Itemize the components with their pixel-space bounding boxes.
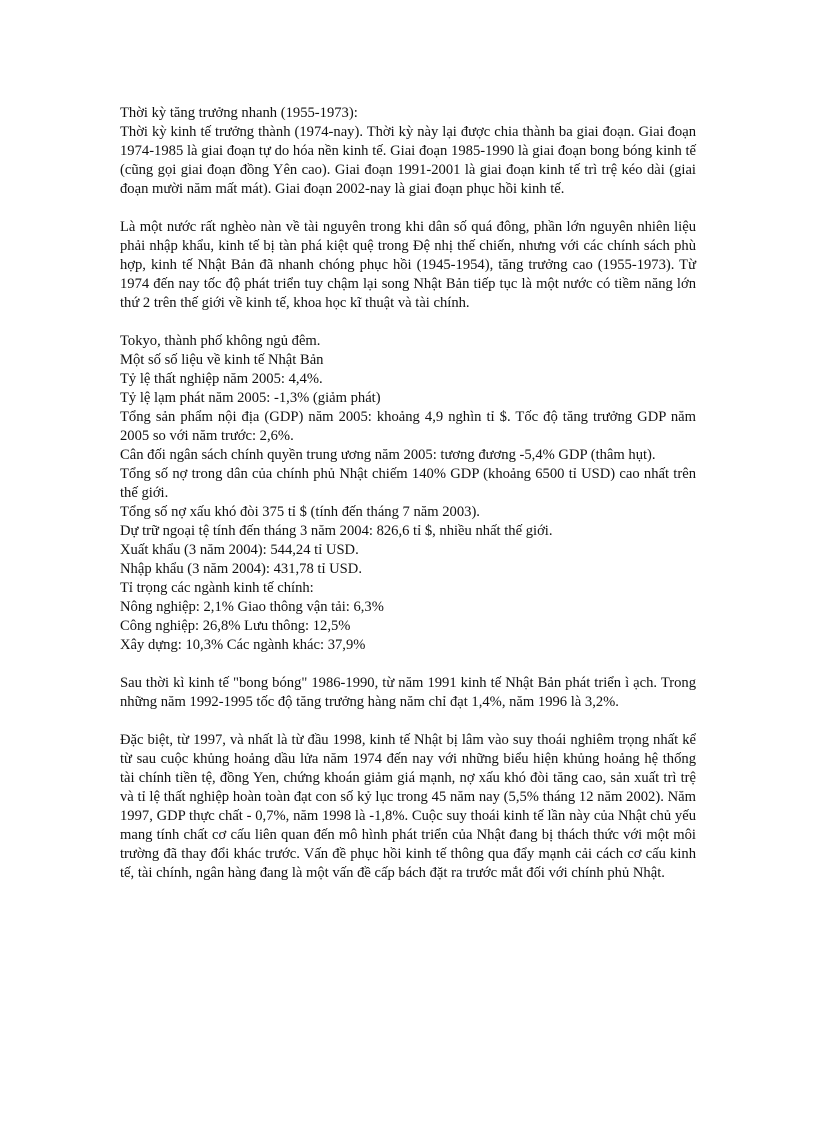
document-page: [120, 104, 696, 902]
intro-section: [120, 104, 696, 199]
recession-paragraph: Đặc biệt, từ 1997, và nhất là từ đầu 1998, kinh tế Nhật bị lâm vào suy thoái nghiêm trọng nhất kể từ sau cuộc khủng hoảng dầu lửa năm 1974 đến nay với những biểu hiện khủng hoảng hệ thống tài chính tiền tệ, đồng Yen, chứng khoán giảm giá mạnh, nợ xấu khó đòi tăng cao, sản xuất trì trệ và tỉ lệ thất nghiệp hoàn toàn đạt con số kỷ lục trong 45 năm nay (5,5% tháng 12 năm 2002). Năm 1997, GDP thực chất - 0,7%, năm 1998 là -1,8%. Cuộc suy thoái kinh tế lần này của Nhật chủ yếu mang tính chất cơ cấu liên quan đến mô hình phát triển của Nhật đang bị thách thức với một môi trường đã thay đổi khác trước. Vấn đề phục hồi kinh tế thông qua đẩy mạnh cải cách cơ cấu kinh tế, tài chính, ngân hàng đang là một vấn đề cấp bách đặt ra trước mắt đối với chính phủ Nhật.: [120, 732, 696, 881]
bubble-paragraph: Sau thời kì kinh tế "bong bóng" 1986-1990, từ năm 1991 kinh tế Nhật Bản phát triển ì ạch. Trong những năm 1992-1995 tốc độ tăng trưởng hàng năm chỉ đạt 1,4%, năm 1996 là 3,2%.: [120, 675, 696, 710]
economic-stats-section: [120, 332, 696, 655]
sectors-line: Công nghiệp: 26,8% Lưu thông: 12,5%: [120, 618, 351, 634]
stat-public-debt: Tổng số nợ trong dân của chính phủ Nhật chiếm 140% GDP (khoảng 6500 tỉ USD) cao nhất trên thế giới.: [120, 466, 696, 501]
stat-gdp: Tổng sản phẩm nội địa (GDP) năm 2005: khoảng 4,9 nghìn tỉ $. Tốc độ tăng trưởng GDP năm 2005 so với năm trước: 2,6%.: [120, 409, 696, 444]
stat-reserves: Dự trữ ngoại tệ tính đến tháng 3 năm 2004: 826,6 tỉ $, nhiều nhất thế giới.: [120, 523, 553, 539]
intro-paragraph: Thời kỳ kinh tế trưởng thành (1974-nay). Thời kỳ này lại được chia thành ba giai đoạn. Giai đoạn 1974-1985 là giai đoạn tự do hóa nền kinh tế. Giai đoạn 1985-1990 là giai đoạn bong bóng kinh tế (cũng gọi giai đoạn đồng Yên cao). Giai đoạn 1991-2001 là giai đoạn kinh tế trì trệ kéo dài (giai đoạn mười năm mất mát). Giai đoạn 2002-nay là giai đoạn phục hồi kinh tế.: [120, 124, 696, 197]
sectors-line: Xây dựng: 10,3% Các ngành khác: 37,9%: [120, 637, 366, 653]
sectors-line: Nông nghiệp: 2,1% Giao thông vận tải: 6,3%: [120, 599, 384, 615]
stat-exports: Xuất khẩu (3 năm 2004): 544,24 tỉ USD.: [120, 542, 359, 558]
stats-title: Một số số liệu về kinh tế Nhật Bản: [120, 352, 324, 368]
overview-paragraph: Là một nước rất nghèo nàn về tài nguyên trong khi dân số quá đông, phần lớn nguyên nhiên liệu phải nhập khẩu, kinh tế bị tàn phá kiệt quệ trong Đệ nhị thế chiến, nhưng với các chính sách phù hợp, kinh tế Nhật Bản đã nhanh chóng phục hồi (1945-1954), tăng trưởng cao (1955-1973). Từ 1974 đến nay tốc độ phát triển tuy chậm lại song Nhật Bản tiếp tục là một nước có tiềm năng lớn thứ 2 trên thế giới về kinh tế, khoa học kĩ thuật và tài chính.: [120, 219, 696, 311]
stat-imports: Nhập khẩu (3 năm 2004): 431,78 tỉ USD.: [120, 561, 362, 577]
stats-caption: Tokyo, thành phố không ngủ đêm.: [120, 333, 321, 349]
sectors-title: Tỉ trọng các ngành kinh tế chính:: [120, 580, 314, 596]
intro-heading: Thời kỳ tăng trưởng nhanh (1955-1973):: [120, 105, 358, 121]
stat-unemployment: Tỷ lệ thất nghiệp năm 2005: 4,4%.: [120, 371, 323, 387]
stat-inflation: Tỷ lệ lạm phát năm 2005: -1,3% (giảm phát): [120, 390, 381, 406]
stat-bad-debt: Tổng số nợ xấu khó đòi 375 tỉ $ (tính đến tháng 7 năm 2003).: [120, 504, 480, 520]
stat-budget: Cân đối ngân sách chính quyền trung ương năm 2005: tương đương -5,4% GDP (thâm hụt).: [120, 447, 656, 463]
